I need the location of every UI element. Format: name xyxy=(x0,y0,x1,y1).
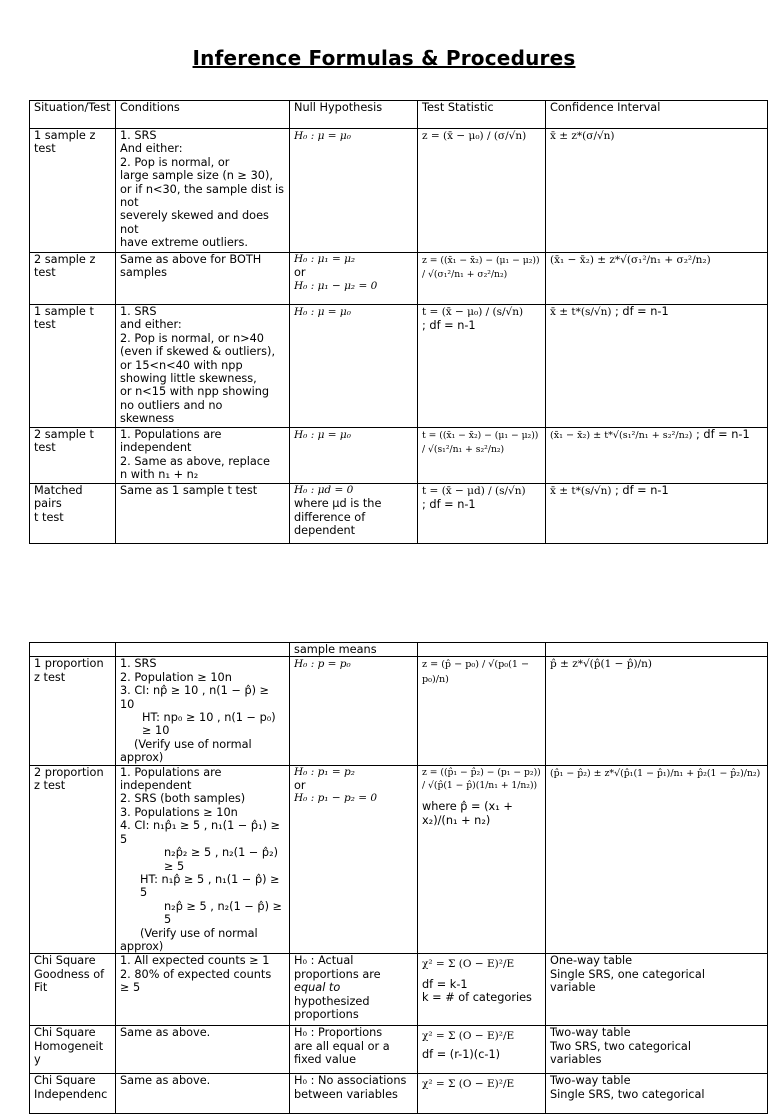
or-text: or xyxy=(294,266,306,280)
confidence-interval-cell xyxy=(546,1026,768,1074)
situation-cell: 2 sample t test xyxy=(30,428,116,484)
situation-line: Homogeneit xyxy=(34,1039,104,1053)
condition-line: and either: xyxy=(120,318,182,332)
null-hypothesis-cell: sample means xyxy=(290,643,418,657)
test-statistic-cell xyxy=(418,657,546,765)
null-formula: H₀ : μ = μ₀ xyxy=(294,306,351,318)
conditions-cell: Same as above. xyxy=(116,1026,290,1074)
null-line: fixed value xyxy=(294,1053,357,1067)
test-statistic-cell xyxy=(418,253,546,305)
condition-line: 3. CI: np̂ ≥ 10 , n(1 − p̂) ≥ 10 xyxy=(120,684,270,711)
table-type-line: Two-way table xyxy=(550,1026,631,1040)
condition-line: 1. Populations are independent xyxy=(120,428,222,455)
condition-line: HT: np₀ ≥ 10 , n(1 − p₀) ≥ 10 xyxy=(142,711,276,738)
situation-line: pairs xyxy=(34,497,62,511)
null-hypothesis-cell xyxy=(290,765,418,954)
null-line: proportions xyxy=(294,1007,359,1021)
confidence-interval-cell xyxy=(546,253,768,305)
condition-line: 3. Populations ≥ 10n xyxy=(120,805,238,819)
table-row-chi-square-homogeneity xyxy=(30,1026,768,1074)
z-interval-formula: x̄ ± z*(σ/√n) xyxy=(550,130,615,142)
null-hypothesis-cell xyxy=(290,428,418,484)
one-proportion-interval: p̂ ± z*√(p̂(1 − p̂)/n) xyxy=(550,658,652,671)
confidence-interval-cell xyxy=(546,643,768,657)
situation-cell: 2 sample z test xyxy=(30,253,116,305)
condition-line: And either: xyxy=(120,142,183,156)
table-row-chi-square-independence xyxy=(30,1074,768,1114)
condition-line: skewness xyxy=(120,412,175,426)
chi-square-formula: χ² = Σ (O − E)²/E xyxy=(422,1078,515,1091)
condition-line: showing little skewness, xyxy=(120,372,257,386)
table-row-2-sample-z xyxy=(30,253,768,305)
table-row-2-proportion-z xyxy=(30,765,768,954)
header-test-statistic: Test Statistic xyxy=(418,101,546,129)
situation-line: Matched xyxy=(34,484,83,497)
null-note-line: where μd is the xyxy=(294,497,382,511)
situation-cell xyxy=(30,954,116,1026)
conditions-cell: Same as 1 sample t test xyxy=(116,484,290,544)
matched-t-formula: t = (x̄ − μd) / (s/√n) xyxy=(422,485,526,497)
null-formula: H₀ : μ₁ = μ₂ xyxy=(294,253,356,265)
null-hypothesis-cell xyxy=(290,129,418,253)
pooled-proportion-note: where p̂ = (x₁ + x₂)/(n₁ + n₂) xyxy=(422,800,513,827)
null-line: hypothesized xyxy=(294,994,370,1008)
z-statistic-formula: z = (x̄ − μ₀) / (σ/√n) xyxy=(422,130,527,142)
confidence-interval-cell xyxy=(546,657,768,765)
confidence-interval-cell xyxy=(546,765,768,954)
degrees-of-freedom: ; df = n-1 xyxy=(615,484,669,497)
df-line: df = k-1 xyxy=(422,977,468,991)
situation-cell: 1 sample z test xyxy=(30,129,116,253)
situation-line: Fit xyxy=(34,981,48,995)
condition-line: 1. Populations are independent xyxy=(120,765,222,793)
situation-line: Chi Square xyxy=(34,954,96,968)
condition-line: 2. Pop is normal, or xyxy=(120,155,230,169)
table-row-2-sample-t xyxy=(30,428,768,484)
conditions-cell xyxy=(116,765,290,954)
null-line: H₀ : No associations xyxy=(294,1074,407,1088)
table-row-matched-pairs xyxy=(30,484,768,544)
situation-cell xyxy=(30,643,116,657)
situation-line: y xyxy=(34,1053,41,1067)
condition-line: 1. SRS xyxy=(120,129,157,142)
one-proportion-z-formula: z = (p̂ − p₀) / √(p₀(1 − p₀)/n) xyxy=(422,659,530,685)
null-formula: H₀ : μd = 0 xyxy=(294,484,354,496)
condition-line: 2. Population ≥ 10n xyxy=(120,670,232,684)
confidence-interval-cell xyxy=(546,1074,768,1114)
header-confidence-interval: Confidence Interval xyxy=(546,101,768,129)
table-row-chi-square-gof xyxy=(30,954,768,1026)
situation-cell: 1 sample t test xyxy=(30,305,116,428)
null-formula-alt: H₀ : p₁ − p₂ = 0 xyxy=(294,792,378,805)
confidence-interval-cell xyxy=(546,305,768,428)
condition-line: no outliers and no xyxy=(120,398,223,412)
condition-line: Same as above for BOTH samples xyxy=(120,253,262,280)
conditions-cell xyxy=(116,657,290,765)
condition-line: or if n<30, the sample dist is not xyxy=(120,182,285,210)
null-hypothesis-cell xyxy=(290,253,418,305)
two-sample-t-formula: t = ((x̄₁ − x̄₂) − (μ₁ − μ₂)) / √(s₁²/n₁ + s₂²/n₂) xyxy=(422,430,539,456)
situation-line: Goodness of xyxy=(34,967,105,981)
test-statistic-cell xyxy=(418,643,546,657)
condition-line: approx) xyxy=(120,939,164,953)
table-row-1-proportion-z xyxy=(30,657,768,765)
situation-cell: 2 proportion z test xyxy=(30,765,116,954)
null-hypothesis-cell xyxy=(290,1026,418,1074)
t-statistic-formula: t = (x̄ − μ₀) / (s/√n) xyxy=(422,306,524,318)
situation-line: Chi Square xyxy=(34,1026,96,1040)
null-line: between variables xyxy=(294,1087,398,1101)
table-type-line: variables xyxy=(550,1053,602,1067)
conditions-cell xyxy=(116,305,290,428)
null-note-line: difference of xyxy=(294,510,366,524)
condition-line: 2. Same as above, replace xyxy=(120,454,270,468)
null-hypothesis-cell xyxy=(290,305,418,428)
table-type-line: Two-way table xyxy=(550,1074,631,1088)
confidence-interval-cell xyxy=(546,484,768,544)
test-statistic-cell xyxy=(418,1074,546,1114)
chi-square-formula: χ² = Σ (O − E)²/E xyxy=(422,958,515,971)
situation-cell xyxy=(30,484,116,544)
condition-line: (Verify use of normal xyxy=(134,737,252,751)
condition-line: 2. 80% of expected counts xyxy=(120,967,272,981)
table-row-1-sample-z xyxy=(30,129,768,253)
confidence-interval-cell xyxy=(546,129,768,253)
table-type-line: One-way table xyxy=(550,954,633,968)
table-type-line: Single SRS, one categorical xyxy=(550,967,705,981)
inference-table-bottom xyxy=(29,642,768,1114)
null-formula: H₀ : μ = μ₀ xyxy=(294,429,351,441)
null-formula: H₀ : μ = μ₀ xyxy=(294,130,351,142)
table-row-1-sample-t xyxy=(30,305,768,428)
test-statistic-cell xyxy=(418,129,546,253)
condition-line: HT: n₁p̂ ≥ 5 , n₁(1 − p̂) ≥ 5 xyxy=(140,872,280,900)
condition-line: 2. SRS (both samples) xyxy=(120,792,246,806)
conditions-cell xyxy=(116,643,290,657)
situation-line: Chi Square xyxy=(34,1074,96,1088)
inference-table-top xyxy=(29,100,768,544)
table-row-continuation xyxy=(30,643,768,657)
confidence-interval-cell xyxy=(546,428,768,484)
condition-line: 1. All expected counts ≥ 1 xyxy=(120,954,270,968)
situation-line: t test xyxy=(34,510,64,524)
condition-line: ≥ 5 xyxy=(120,981,141,995)
condition-line: large sample size (n ≥ 30), xyxy=(120,169,273,183)
header-null-hypothesis: Null Hypothesis xyxy=(290,101,418,129)
conditions-cell xyxy=(116,253,290,305)
condition-line: n with n₁ + n₂ xyxy=(120,468,199,482)
degrees-of-freedom: ; df = n-1 xyxy=(422,498,476,512)
two-proportion-interval: (p̂₁ − p̂₂) ± z*√(p̂₁(1 − p̂₁)/n₁ + p̂₂(1 − p̂₂)/n₂) xyxy=(550,767,761,779)
condition-line: n₂p̂₂ ≥ 5 , n₂(1 − p̂₂) ≥ 5 xyxy=(164,846,279,873)
page-title: Inference Formulas & Procedures xyxy=(192,46,576,70)
header-conditions: Conditions xyxy=(116,101,290,129)
null-note-line: dependent xyxy=(294,524,356,538)
condition-line: 1. SRS xyxy=(120,657,157,671)
null-hypothesis-cell xyxy=(290,657,418,765)
condition-line: n₂p̂ ≥ 5 , n₂(1 − p̂) ≥ 5 xyxy=(164,899,283,927)
situation-cell xyxy=(30,1026,116,1074)
header-situation: Situation/Test xyxy=(30,101,116,129)
test-statistic-cell xyxy=(418,1026,546,1074)
condition-line: (even if skewed & outliers), xyxy=(120,345,276,359)
header-row xyxy=(30,101,768,129)
condition-line: or 15<n<40 with npp xyxy=(120,358,243,372)
two-sample-t-interval: (x̄₁ − x̄₂) ± t*√(s₁²/n₁ + s₂²/n₂) xyxy=(550,430,693,441)
degrees-of-freedom: ; df = n-1 xyxy=(422,319,476,333)
table-type-line: Two SRS, two categorical xyxy=(550,1039,691,1053)
confidence-interval-cell xyxy=(546,954,768,1026)
table-type-line: Single SRS, two categorical xyxy=(550,1087,705,1101)
matched-t-interval: x̄ ± t*(s/√n) xyxy=(550,485,612,497)
or-text: or xyxy=(294,779,306,793)
chi-square-formula: χ² = Σ (O − E)²/E xyxy=(422,1030,515,1043)
null-formula-alt: H₀ : μ₁ − μ₂ = 0 xyxy=(294,279,378,292)
table-type-line: variable xyxy=(550,981,596,995)
conditions-cell xyxy=(116,428,290,484)
null-line: equal to xyxy=(294,981,341,995)
situation-cell xyxy=(30,1074,116,1114)
degrees-of-freedom: ; df = n-1 xyxy=(615,305,669,318)
condition-line: 2. Pop is normal, or n>40 xyxy=(120,331,264,345)
situation-cell: 1 proportion z test xyxy=(30,657,116,765)
null-line: are all equal or a xyxy=(294,1039,390,1053)
condition-line: approx) xyxy=(120,751,164,765)
two-sample-z-formula: z = ((x̄₁ − x̄₂) − (μ₁ − μ₂)) / √(σ₁²/n₁ + σ₂²/n₂) xyxy=(422,255,540,281)
null-hypothesis-cell xyxy=(290,954,418,1026)
condition-line: 1. SRS xyxy=(120,305,157,318)
condition-line: 4. CI: n₁p̂₁ ≥ 5 , n₁(1 − p̂₁) ≥ 5 xyxy=(120,819,281,846)
df-line: k = # of categories xyxy=(422,991,532,1005)
conditions-cell xyxy=(116,129,290,253)
test-statistic-cell xyxy=(418,305,546,428)
null-formula: H₀ : p₁ = p₂ xyxy=(294,765,355,778)
two-proportion-z-formula: z = ((p̂₁ − p̂₂) − (p₁ − p₂)) / √(p̂(1 − p̂)(1/n₁ + 1/n₂)) xyxy=(422,766,541,792)
null-hypothesis-cell xyxy=(290,1074,418,1114)
condition-line: (Verify use of normal xyxy=(140,926,258,940)
condition-line: severely skewed and does not xyxy=(120,209,269,236)
df-line: df = (r-1)(c-1) xyxy=(422,1047,501,1061)
test-statistic-cell xyxy=(418,428,546,484)
conditions-cell: Same as above. xyxy=(116,1074,290,1114)
null-line: proportions are xyxy=(294,967,381,981)
test-statistic-cell xyxy=(418,484,546,544)
conditions-cell xyxy=(116,954,290,1026)
degrees-of-freedom: ; df = n-1 xyxy=(696,428,750,441)
condition-line: or n<15 with npp showing xyxy=(120,385,270,399)
null-formula: H₀ : p = p₀ xyxy=(294,658,351,671)
null-line: H₀ : Proportions xyxy=(294,1026,383,1040)
null-hypothesis-cell xyxy=(290,484,418,544)
test-statistic-cell xyxy=(418,765,546,954)
null-line: H₀ : Actual xyxy=(294,954,354,968)
two-sample-z-interval: (x̄₁ − x̄₂) ± z*√(σ₁²/n₁ + σ₂²/n₂) xyxy=(550,254,711,266)
test-statistic-cell xyxy=(418,954,546,1026)
condition-line: have extreme outliers. xyxy=(120,236,248,250)
t-interval-formula: x̄ ± t*(s/√n) xyxy=(550,306,612,318)
situation-line: Independenc xyxy=(34,1087,108,1101)
